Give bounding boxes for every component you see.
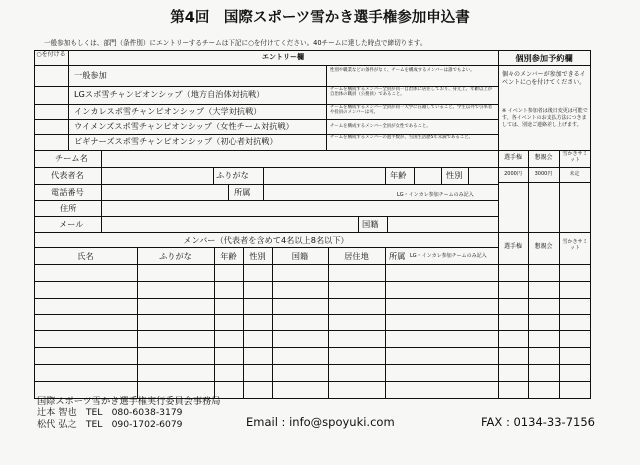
nationality-label: 国籍 — [362, 219, 379, 229]
entry-category-note: 性別や職業などの条件がなく、チームを構成するメンバーは誰でもよい。 — [330, 68, 475, 73]
entry-category-note: チームを構成するメンバーの過半数が、雪国生活歴5年未満であること。 — [330, 135, 473, 140]
affiliation-label: 所属 — [234, 187, 251, 197]
rep-championship-cell[interactable] — [499, 183, 528, 231]
entry-mark-cell[interactable] — [34, 119, 68, 134]
entry-category-note: チームを構成するメンバー全員が同一大学に在籍していること。学生以外で引率者や役員のメンバーは可。 — [330, 105, 493, 116]
entry-header: エントリー欄 — [262, 53, 304, 61]
col-name: 氏名 — [77, 251, 94, 261]
org-name: 国際スポーツ雪かき選手権実行委員会事務局 — [37, 396, 221, 407]
event-party: 懇親会 — [534, 154, 553, 161]
member-row[interactable] — [35, 348, 497, 363]
member-row[interactable] — [35, 282, 497, 297]
address-field[interactable] — [102, 201, 497, 215]
representative-label: 代表者名 — [51, 170, 84, 180]
page-title: 第4回 国際スポーツ雪かき選手権参加申込書 — [170, 10, 470, 26]
col-furigana: ふりがな — [159, 251, 192, 261]
entry-mark-cell[interactable] — [34, 134, 68, 150]
age-label: 年齢 — [390, 170, 407, 180]
representative-field[interactable] — [102, 168, 212, 183]
event-summit-members: 雪かきサミット — [562, 239, 588, 251]
col-nationality: 国籍 — [291, 251, 309, 261]
contact-1: 辻本 智也 TEL 080-6038-3179 — [37, 407, 183, 418]
email-label: メール — [59, 219, 84, 229]
phone-field[interactable] — [102, 185, 227, 199]
intro-text: 一般参加もしくは、部門（条件別）にエントリーするチームは下記に○を付けてください。40チームに達した時点で締切ります。 — [44, 39, 427, 47]
entry-mark-cell[interactable] — [34, 65, 68, 86]
entry-category-name: 一般参加 — [74, 70, 107, 80]
nationality-field[interactable] — [388, 217, 497, 231]
address-label: 住所 — [60, 203, 77, 213]
col-age: 年齢 — [220, 251, 237, 261]
entry-mark-cell[interactable] — [34, 86, 68, 104]
member-row[interactable] — [35, 299, 497, 313]
price-summit: 未定 — [569, 171, 580, 177]
member-row[interactable] — [35, 382, 497, 397]
individual-note: ※ イベント参加者は後日変更は可能です。各イベントのお支払方法につきましては、別途ご連絡差し上げます。 — [502, 108, 588, 128]
representative-gender-field[interactable] — [469, 168, 497, 183]
price-party: 3000円 — [534, 171, 553, 177]
member-row[interactable] — [35, 265, 497, 280]
fax-number: FAX : 0134-33-7156 — [481, 415, 595, 429]
entry-category-name: ウイメンズスポ雪チャンピオンシップ（女性チーム対抗戦） — [74, 121, 294, 131]
email-address[interactable]: Email : info@spoyuki.com — [246, 415, 395, 429]
entry-category-name: LGスポ雪チャンピオンシップ（地方自治体対抗戦） — [74, 89, 265, 99]
event-summit: 雪かきサミット — [562, 151, 588, 163]
representative-age-field[interactable] — [415, 168, 440, 183]
rep-party-cell[interactable] — [529, 183, 559, 231]
phone-label: 電話番号 — [51, 187, 84, 197]
event-championship: 選手権 — [503, 154, 522, 161]
entry-mark-cell[interactable] — [34, 104, 68, 119]
col-gender: 性別 — [249, 251, 266, 261]
rep-summit-cell[interactable] — [560, 183, 590, 231]
team-name-field[interactable] — [102, 151, 497, 166]
members-lg-note: LG・インカレ参加チームのみ記入 — [410, 253, 487, 259]
entry-category-note: チームを構成するメンバー全員が女性であること。 — [330, 124, 431, 129]
member-row[interactable] — [35, 331, 497, 346]
email-field[interactable] — [102, 217, 357, 231]
col-affiliation: 所属 — [389, 251, 406, 261]
member-row[interactable] — [35, 365, 497, 380]
team-name-label: チーム名 — [55, 153, 88, 163]
gender-label: 性別 — [446, 170, 463, 180]
event-championship-members: 選手権 — [503, 243, 522, 250]
entry-category-name: インカレスポ雪チャンピオンシップ（大学対抗戦） — [74, 106, 262, 116]
contact-2: 松代 弘之 TEL 090-1702-6079 — [37, 419, 183, 430]
col-residence: 居住地 — [344, 251, 369, 261]
members-header: メンバー（代表者を含めて4名以上8名以下） — [183, 235, 349, 245]
individual-header: 個別参加予約欄 — [515, 53, 573, 63]
furigana-label: ふりがな — [216, 170, 249, 180]
member-row[interactable] — [35, 315, 497, 329]
lg-note: LG・インカレ参加チームのみ記入 — [397, 192, 474, 198]
entry-category-note: チームを構成するメンバー全員が同一自治体に居住しており、身元上、年齢以上が自治体の職員（公務員）であること。 — [330, 87, 493, 98]
entry-category-name: ビギナーズスポ雪チャンピオンシップ（初心者対抗戦） — [74, 136, 278, 146]
representative-furigana-field[interactable] — [264, 168, 384, 183]
price-championship: 2000円 — [504, 171, 522, 177]
individual-desc: 個々のメンバーが参加できるイベントに○を付けてください。 — [502, 71, 586, 87]
event-party-members: 懇親会 — [534, 243, 553, 250]
mark-header: ○を付ける — [36, 51, 66, 58]
